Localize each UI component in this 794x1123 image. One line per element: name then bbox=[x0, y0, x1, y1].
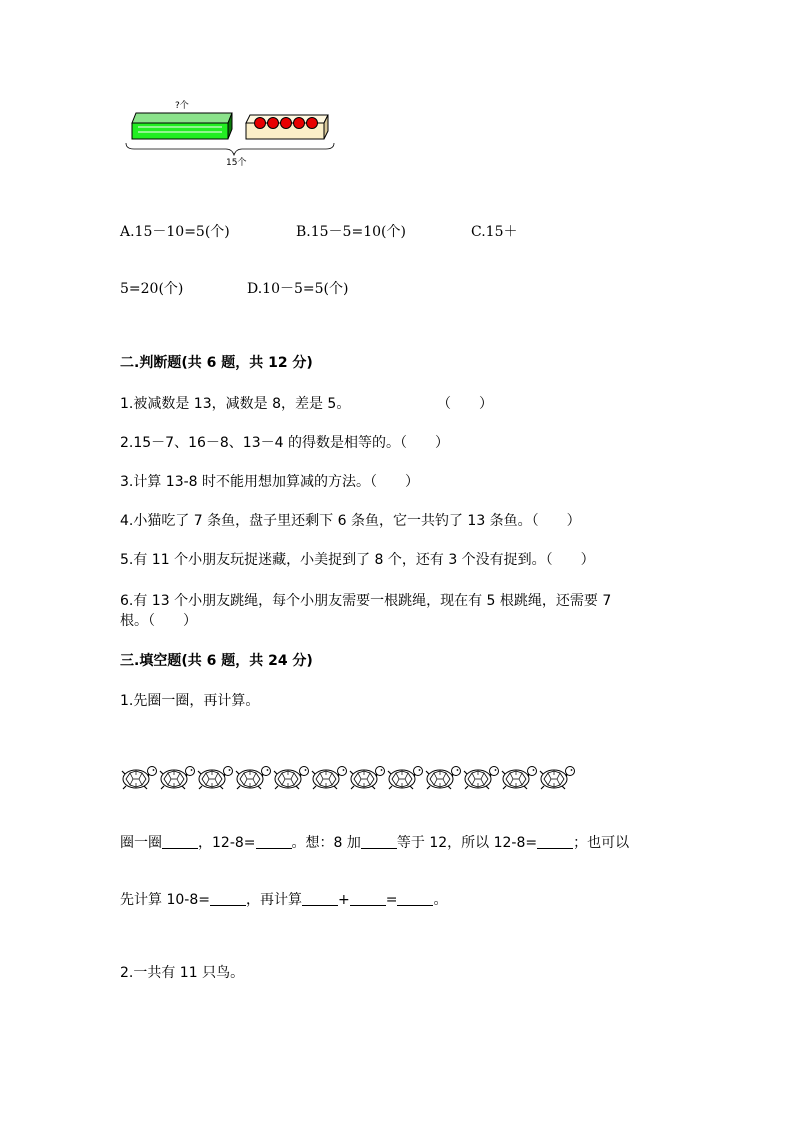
judge-item-4: 4.小猫吃了 7 条鱼，盘子里还剩下 6 条鱼，它一共钓了 13 条鱼。（ ） bbox=[120, 513, 581, 529]
option-d: D.10－5=5(个) bbox=[247, 281, 349, 297]
bead bbox=[255, 118, 266, 129]
turtle-icon bbox=[234, 762, 272, 792]
judge-item-1: 1.被减数是 13，减数是 8，差是 5。 bbox=[120, 396, 351, 412]
bead bbox=[268, 118, 279, 129]
turtle-icon bbox=[272, 762, 310, 792]
turtle-icon bbox=[120, 762, 158, 792]
fill-line-2-part-4: = bbox=[385, 892, 398, 908]
fill-line-1-part-1: 圈一圈 bbox=[120, 835, 162, 851]
turtle-icon bbox=[196, 762, 234, 792]
turtle-icon bbox=[424, 762, 462, 792]
turtle-icon bbox=[462, 762, 500, 792]
judge-item-2: 2.15－7、16－8、13－4 的得数是相等的。（ ） bbox=[120, 435, 449, 451]
fill-question-1: 1.先圈一圈，再计算。 bbox=[120, 693, 260, 709]
answer-blank[interactable] bbox=[350, 891, 386, 906]
fill-question-2: 2.一共有 11 只鸟。 bbox=[120, 965, 245, 981]
figure-bottom-label: 15个 bbox=[226, 158, 247, 168]
option-a: A.15－10=5(个) bbox=[120, 224, 230, 240]
judge-item-6: 6.有 13 个小朋友跳绳，每个小朋友需要一根跳绳，现在有 5 根跳绳，还需要 7 bbox=[120, 593, 612, 609]
beads-group bbox=[255, 118, 318, 129]
fill-line-1 bbox=[120, 832, 629, 852]
fill-line-2-part-2: ，再计算 bbox=[245, 892, 302, 908]
fill-line-1-part-5: ；也可以 bbox=[573, 835, 630, 851]
option-b: B.15－5=10(个) bbox=[296, 224, 406, 240]
figure-top-label: ?个 bbox=[175, 101, 189, 111]
turtle-icon bbox=[310, 762, 348, 792]
green-box-top bbox=[132, 113, 232, 123]
fill-line-1-part-4: 等于 12，所以 12-8= bbox=[396, 835, 538, 851]
bead-figure bbox=[122, 95, 337, 170]
turtle-icon bbox=[538, 762, 576, 792]
turtle-icon bbox=[158, 762, 196, 792]
judge-item-1-paren: （ ） bbox=[437, 396, 493, 412]
fill-line-1-part-3: 。想：8 加 bbox=[291, 835, 361, 851]
turtle-icon bbox=[386, 762, 424, 792]
turtle-icon bbox=[348, 762, 386, 792]
fill-line-2-part-3: + bbox=[337, 892, 350, 908]
brace bbox=[126, 143, 334, 155]
fill-line-2-part-1: 先计算 10-8= bbox=[120, 892, 210, 908]
answer-blank[interactable] bbox=[361, 834, 397, 849]
answer-blank[interactable] bbox=[210, 891, 246, 906]
bead bbox=[294, 118, 305, 129]
judge-item-5: 5.有 11 个小朋友玩捉迷藏，小美捉到了 8 个，还有 3 个没有捉到。（ ） bbox=[120, 552, 595, 568]
bead bbox=[281, 118, 292, 129]
fill-line-1-part-2: ，12-8= bbox=[198, 835, 256, 851]
answer-blank[interactable] bbox=[397, 891, 433, 906]
option-c-start: C.15＋ bbox=[471, 224, 518, 240]
fill-line-2 bbox=[120, 889, 447, 909]
answer-blank[interactable] bbox=[302, 891, 338, 906]
judge-item-3: 3.计算 13-8 时不能用想加算减的方法。（ ） bbox=[120, 474, 420, 490]
bead bbox=[307, 118, 318, 129]
answer-blank[interactable] bbox=[256, 834, 292, 849]
section3-title: 三.填空题(共 6 题，共 24 分) bbox=[120, 653, 313, 669]
fill-line-2-part-5: 。 bbox=[433, 892, 448, 908]
turtle-row bbox=[120, 762, 576, 796]
green-box-front bbox=[132, 123, 228, 139]
answer-blank[interactable] bbox=[162, 834, 198, 849]
judge-item-6-cont: 根。（ ） bbox=[120, 613, 197, 629]
turtle-icon bbox=[500, 762, 538, 792]
answer-blank[interactable] bbox=[537, 834, 573, 849]
option-c-end: 5=20(个) bbox=[120, 281, 184, 297]
bead-figure-svg bbox=[122, 95, 337, 170]
section2-title: 二.判断题(共 6 题，共 12 分) bbox=[120, 355, 313, 371]
